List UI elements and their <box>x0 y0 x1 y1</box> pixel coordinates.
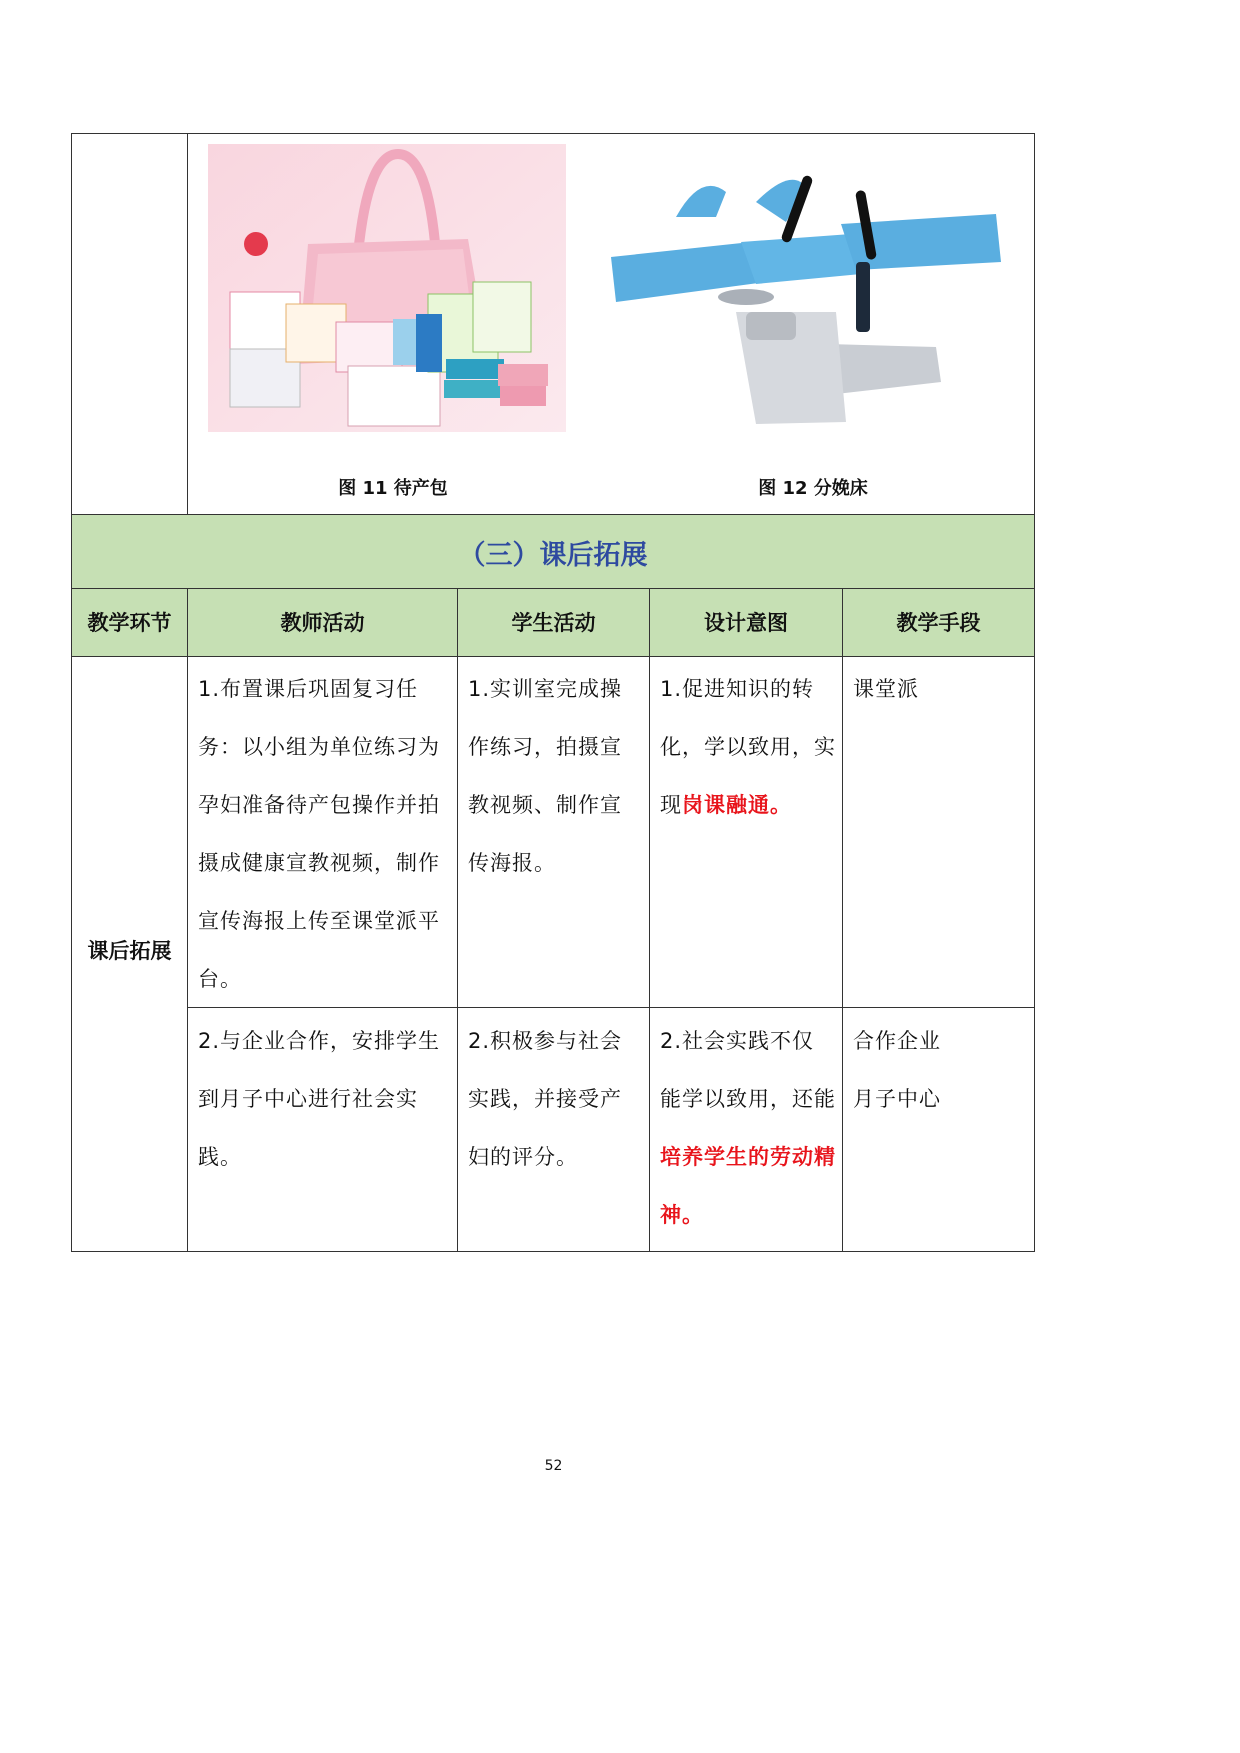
header-cell-teacher <box>187 588 458 657</box>
figure-12-caption: 图 12 分娩床 <box>758 478 868 499</box>
design-intent-1 <box>660 660 836 834</box>
header-cell-student <box>457 588 650 657</box>
header-cell-intent <box>649 588 843 657</box>
table-row-2-student <box>457 1007 650 1252</box>
design-intent-2 <box>660 1012 836 1244</box>
figure-row-cell <box>187 133 1035 515</box>
delivery-bed-image <box>606 162 1006 432</box>
teaching-means-2 <box>853 1012 1028 1128</box>
figure-row-label-cell <box>71 133 188 515</box>
figure-11-caption: 图 11 待产包 <box>338 478 448 499</box>
design-intent-1-highlight: 岗课融通。 <box>682 793 792 817</box>
table-row-1-teacher <box>187 656 458 1008</box>
student-activity-2: 2.积极参与社会实践，并接受产妇的评分。 <box>468 1029 623 1169</box>
design-intent-2-text: 2.社会实践不仅能学以致用，还能 <box>660 1029 836 1111</box>
header-design-intent: 设计意图 <box>704 611 788 635</box>
teacher-activity-2: 2.与企业合作，安排学生到月子中心进行社会实践。 <box>198 1029 441 1169</box>
section-title: （三）课后拓展 <box>458 540 648 571</box>
teaching-means-2-line-2: 月子中心 <box>853 1087 941 1111</box>
teaching-means-1: 课堂派 <box>853 677 919 701</box>
section-title-row <box>71 514 1035 589</box>
student-activity-1: 1.实训室完成操作练习，拍摄宣教视频、制作宣传海报。 <box>468 677 623 875</box>
header-teaching-means: 教学手段 <box>896 611 981 635</box>
header-student-activity: 学生活动 <box>511 611 596 635</box>
page-number: 52 <box>544 1458 563 1474</box>
table-row-2-intent <box>649 1007 843 1252</box>
teaching-means-2-line-1: 合作企业 <box>853 1029 941 1053</box>
table-row-2-teacher <box>187 1007 458 1252</box>
row-label-cell <box>71 656 188 1252</box>
teacher-activity-1: 1.布置课后巩固复习任务：以小组为单位练习为孕妇准备待产包操作并拍摄成健康宣教视频，制作宣传海报上传至课堂派平台。 <box>198 677 440 991</box>
table-row-2-means <box>842 1007 1035 1252</box>
header-stage: 教学环节 <box>87 611 172 635</box>
maternity-bag-image <box>208 144 566 432</box>
header-teacher-activity: 教师活动 <box>280 611 365 635</box>
table-row-1-means <box>842 656 1035 1008</box>
table-row-1-intent <box>649 656 843 1008</box>
header-cell-stage <box>71 588 188 657</box>
design-intent-1-text: 1.促进知识的转化，学以致用，实现 <box>660 677 836 817</box>
design-intent-2-highlight: 培养学生的劳动精神。 <box>660 1145 836 1227</box>
table-row-1-student <box>457 656 650 1008</box>
row-label: 课后拓展 <box>87 939 172 963</box>
header-cell-means <box>842 588 1035 657</box>
